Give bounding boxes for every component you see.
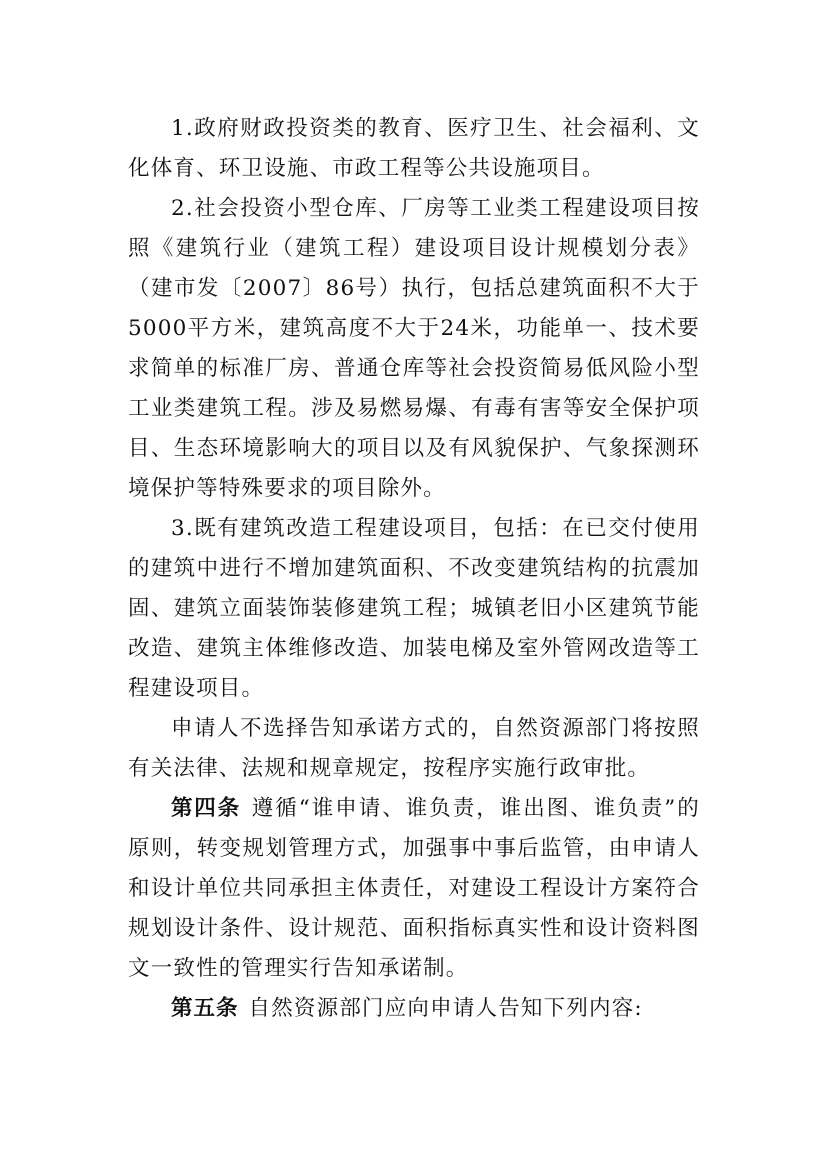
paragraph-administrative-approval: 申请人不选择告知承诺方式的，自然资源部门将按照有关法律、法规和规章规定，按程序实施行政审批。: [128, 716, 700, 781]
paragraph-industrial-projects: 2.社会投资小型仓库、厂房等工业类工程建设项目按照《建筑行业（建筑工程）建设项目设计规模划分表》（建市发〔2007〕86号）执行，包括总建筑面积不大于5000平方米，建筑高度不大于24米，功能单一、技术要求简单的标准厂房、普通仓库等社会投资简易低风险小型工业类建筑工程。涉及易燃易爆、有毒有害等安全保护项目、生态环境影响大的项目以及有风貌保护、气象探测环境保护等特殊要求的项目除外。: [128, 196, 700, 501]
article-5-text: 自然资源部门应向申请人告知下列内容:: [248, 996, 643, 1021]
paragraph-renovation-projects: 3.既有建筑改造工程建设项目，包括：在已交付使用的建筑中进行不增加建筑面积、不改变建筑结构的抗震加固、建筑立面装饰装修建筑工程；城镇老旧小区建筑节能改造、建筑主体维修改造、加装电梯及室外管网改造等工程建设项目。: [128, 516, 700, 701]
document-page: [128, 109, 700, 1029]
paragraph-public-facilities: 1.政府财政投资类的教育、医疗卫生、社会福利、文化体育、环卫设施、市政工程等公共设施项目。: [128, 116, 700, 181]
article-5: [128, 989, 700, 1029]
article-5-heading: 第五条: [171, 996, 239, 1021]
article-4-text: 遵循“谁申请、谁负责，谁出图、谁负责”的原则，转变规划管理方式，加强事中事后监管，由申请人和设计单位共同承担主体责任，对建设工程设计方案符合规划设计条件、设计规范、面积指标真实性和设计资料图文一致性的管理实行告知承诺制。: [128, 796, 700, 981]
article-4: [128, 789, 700, 989]
article-4-heading: 第四条: [171, 796, 241, 821]
